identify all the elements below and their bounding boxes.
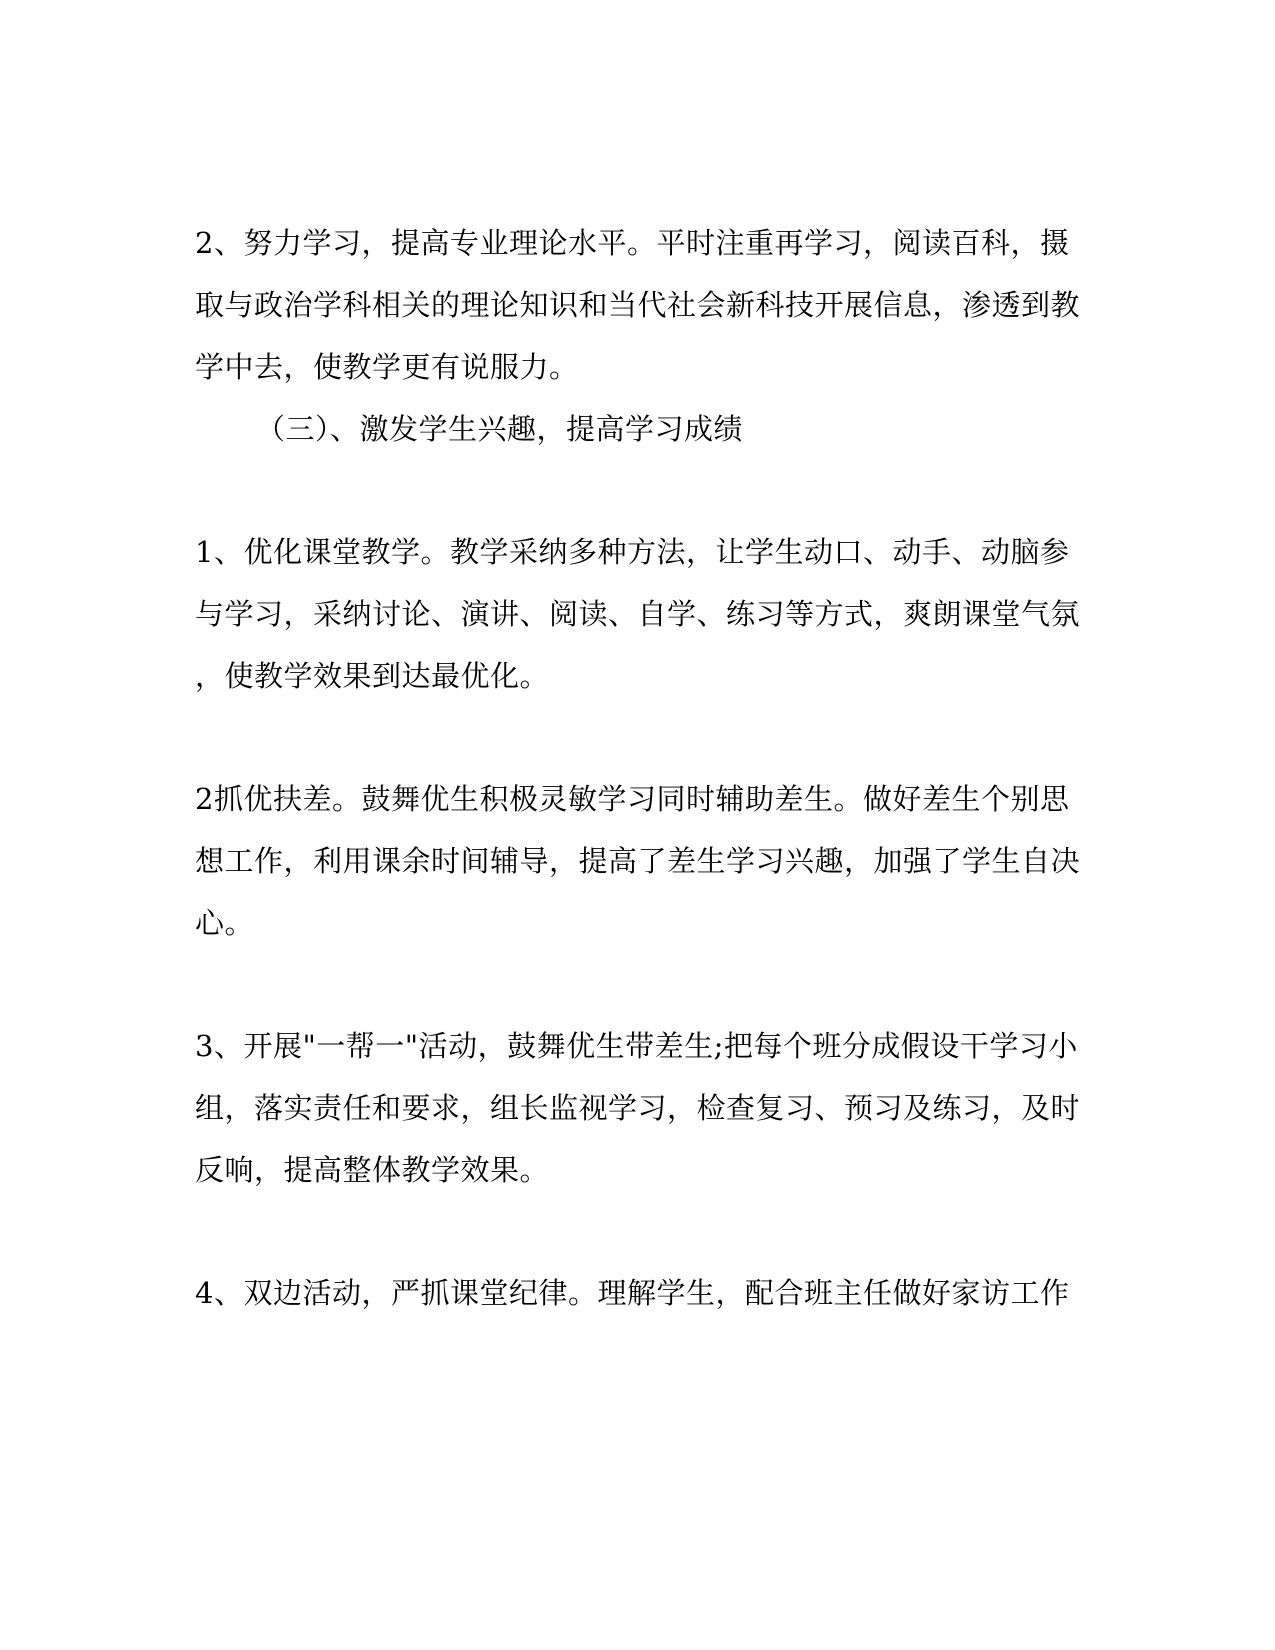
item-3-line-2: 组，落实责任和要求，组长监视学习，检查复习、预习及练习，及时 — [195, 1091, 1081, 1125]
item-1-line-3: ，使教学效果到达最优化。 — [195, 659, 550, 693]
section-heading-3: （三）、激发学生兴趣，提高学习成绩 — [256, 412, 744, 446]
paragraph-2-line-1: 2、努力学习，提高专业理论水平。平时注重再学习，阅读百科，摄 — [195, 226, 1070, 260]
item-2-line-1: 2抓优扶差。鼓舞优生积极灵敏学习同时辅助差生。做好差生个别思 — [195, 782, 1070, 816]
item-3-line-1: 3、开展"一帮一"活动，鼓舞优生带差生;把每个班分成假设干学习小 — [195, 1029, 1078, 1063]
paragraph-2-line-3: 学中去，使教学更有说服力。 — [195, 350, 579, 384]
paragraph-2-line-2: 取与政治学科相关的理论知识和当代社会新科技开展信息，渗透到教 — [195, 288, 1081, 322]
item-1-line-2: 与学习，采纳讨论、演讲、阅读、自学、练习等方式，爽朗课堂气氛 — [195, 597, 1081, 631]
item-4-line-1: 4、双边活动，严抓课堂纪律。理解学生，配合班主任做好家访工作 — [195, 1276, 1070, 1310]
item-1-line-1: 1、优化课堂教学。教学采纳多种方法，让学生动口、动手、动脑参 — [195, 535, 1070, 569]
item-3-line-3: 反响，提高整体教学效果。 — [195, 1153, 550, 1187]
item-2-line-2: 想工作，利用课余时间辅导，提高了差生学习兴趣，加强了学生自决 — [195, 844, 1081, 878]
item-2-line-3: 心。 — [195, 906, 255, 940]
